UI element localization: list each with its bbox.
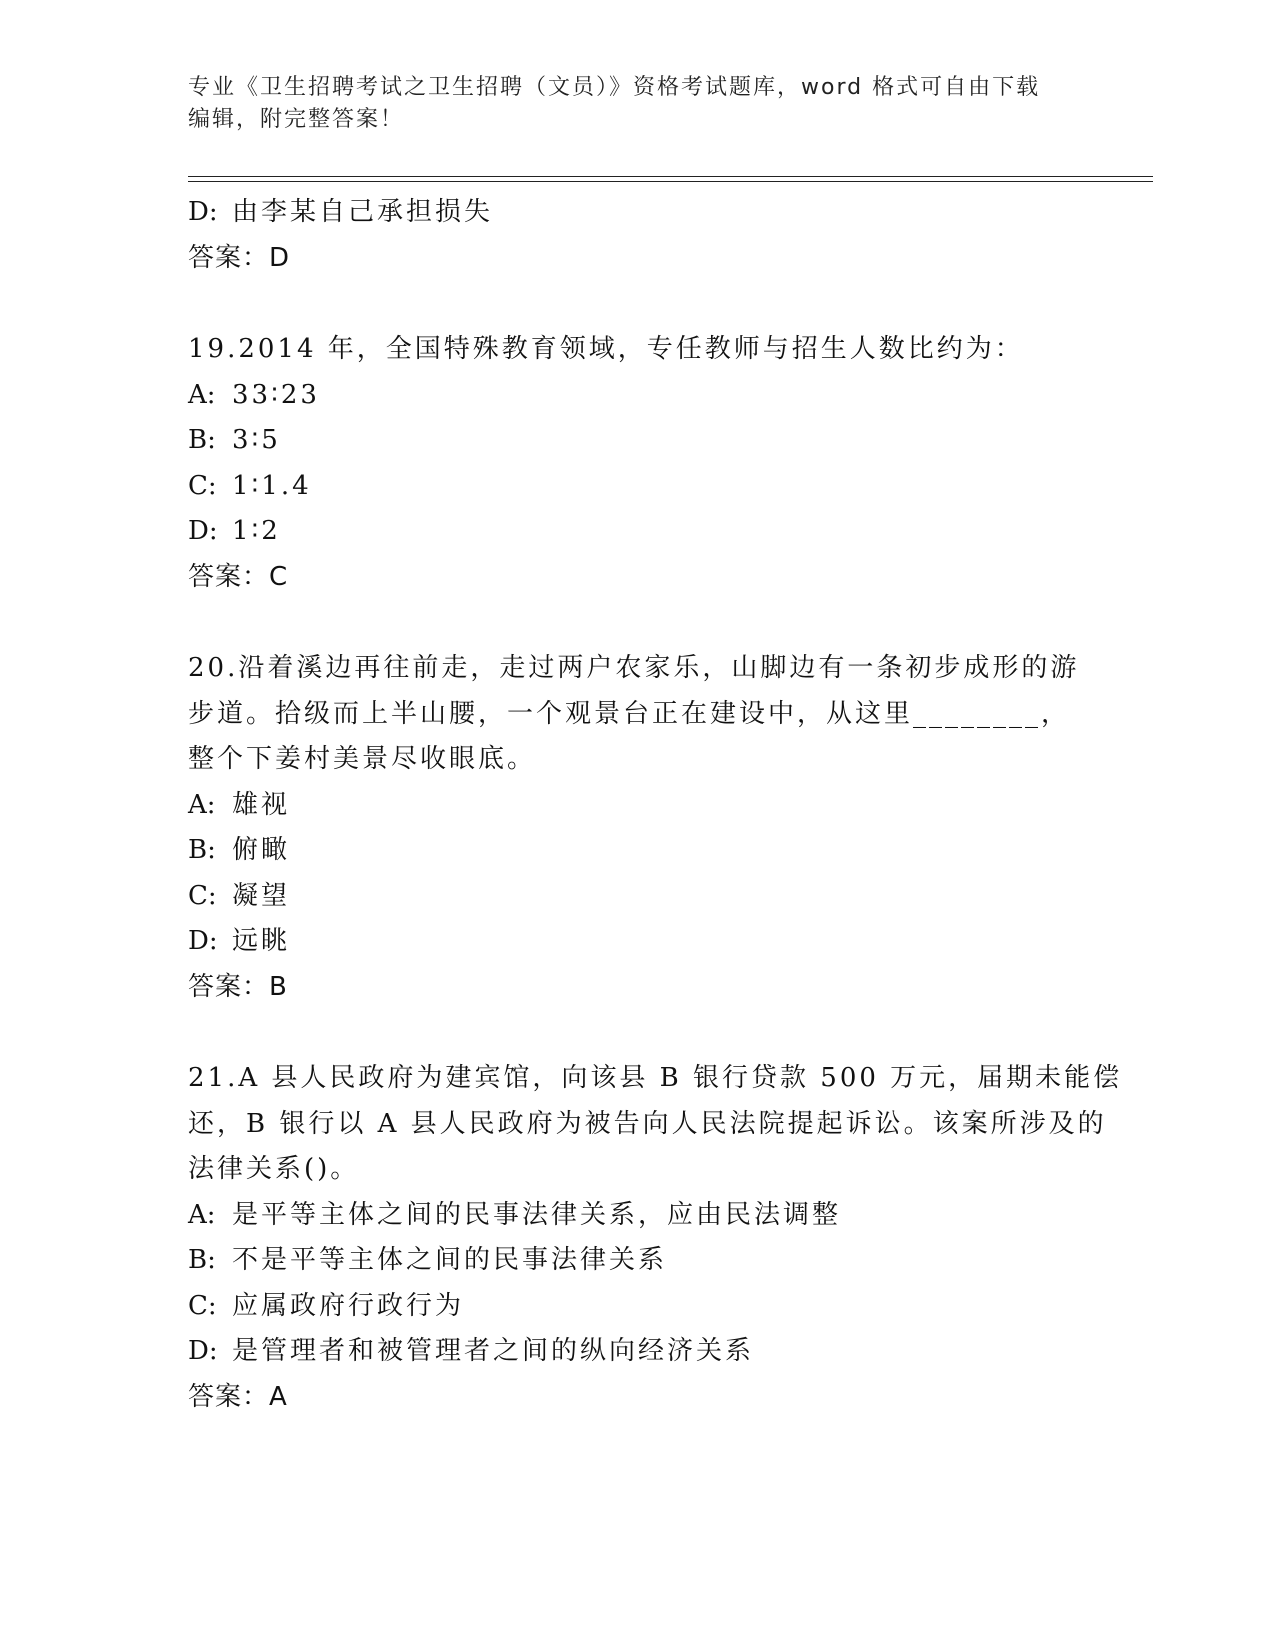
answer-line: 答案：A [188, 1381, 288, 1412]
option-letter: D: [188, 516, 218, 546]
option-row [188, 874, 1088, 920]
option-letter: D: [188, 926, 218, 956]
question-stem-line: 19.2014 年，全国特殊教育领域，专任教师与招生人数比约为： [188, 334, 1024, 364]
option-text: 3∶5 [232, 425, 281, 455]
option-letter: B: [188, 425, 216, 455]
header-divider-thick [188, 176, 1153, 177]
option-text: 33∶23 [232, 379, 320, 410]
option-row [188, 464, 1088, 510]
answer-line: 答案：D [188, 242, 291, 273]
option-row [188, 783, 1088, 829]
option-letter: A: [188, 789, 216, 820]
question-stem-line: 整个下姜村美景尽收眼底。 [188, 744, 537, 774]
option-row [188, 509, 1088, 555]
option-text: 雄视 [232, 789, 291, 820]
option-row [188, 1238, 1088, 1284]
question-20 [188, 646, 1088, 1010]
option-text: 远眺 [232, 926, 291, 956]
option-letter: D: [188, 1336, 218, 1366]
option-letter: D: [188, 197, 218, 227]
question-stem-line: 还，B 银行以 A 县人民政府为被告向人民法院提起诉讼。该案所涉及的 [188, 1108, 1107, 1139]
spacer [188, 1010, 1088, 1056]
option-row [188, 1193, 1088, 1239]
option-text: 是平等主体之间的民事法律关系，应由民法调整 [232, 1199, 842, 1230]
option-row [188, 1329, 1088, 1375]
question-stem-line: 步道。拾级而上半山腰，一个观景台正在建设中，从这里________， [188, 698, 1071, 729]
spacer [188, 281, 1088, 327]
option-row [188, 919, 1088, 965]
option-text: 俯瞰 [232, 835, 291, 865]
header-line-1: 专业《卫生招聘考试之卫生招聘（文员）》资格考试题库，word 格式可自由下载 [188, 75, 1041, 100]
answer-line: 答案：C [188, 561, 289, 592]
option-text: 不是平等主体之间的民事法律关系 [232, 1245, 668, 1275]
option-letter: A: [188, 379, 216, 410]
option-letter: C: [188, 880, 217, 911]
header-divider-thin [188, 181, 1153, 182]
option-text: 1∶2 [232, 516, 281, 546]
option-text: 是管理者和被管理者之间的纵向经济关系 [232, 1336, 755, 1366]
question-19 [188, 327, 1088, 600]
page-header [188, 72, 1088, 136]
option-text: 凝望 [232, 880, 291, 911]
option-row [188, 418, 1088, 464]
option-letter: C: [188, 1290, 217, 1321]
option-row [188, 373, 1088, 419]
option-letter: C: [188, 470, 217, 501]
header-line-2: 编辑，附完整答案！ [188, 107, 405, 132]
spacer [188, 600, 1088, 646]
option-letter: B: [188, 1245, 216, 1275]
question-21 [188, 1056, 1123, 1420]
question-stem-line: 法律关系()。 [188, 1154, 360, 1184]
option-text: 应属政府行政行为 [232, 1290, 465, 1321]
option-text: 1∶1.4 [232, 470, 312, 501]
option-letter: A: [188, 1199, 216, 1230]
question-stem-line: 21.A 县人民政府为建宾馆，向该县 B 银行贷款 500 万元，届期未能偿 [188, 1063, 1123, 1093]
option-letter: B: [188, 835, 216, 865]
answer-line: 答案：B [188, 971, 288, 1002]
question-content [188, 190, 1123, 1420]
question-stem-line: 20.沿着溪边再往前走，走过两户农家乐，山脚边有一条初步成形的游 [188, 653, 1080, 683]
option-row [188, 190, 1088, 236]
option-row [188, 828, 1088, 874]
option-text: 由李某自己承担损失 [232, 197, 494, 227]
option-row [188, 1284, 1088, 1330]
previous-question-tail [188, 190, 1088, 281]
